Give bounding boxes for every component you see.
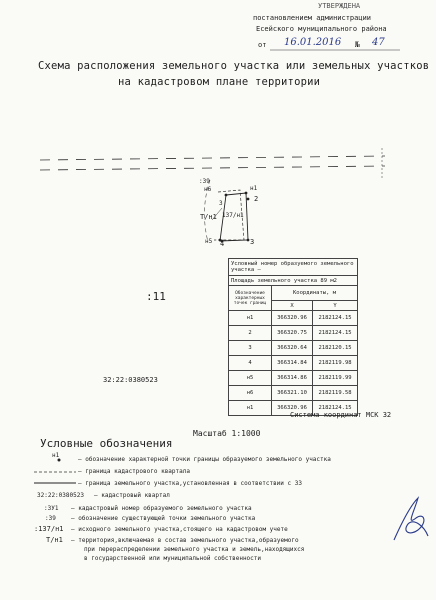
col-coords-header: Координаты, м xyxy=(272,286,358,301)
legend-text-8: при перераспределении земельного участка и земель,находящихся xyxy=(84,546,305,553)
cell-y: 2182119.58 xyxy=(313,386,358,401)
quarter-cadastral-label: 32:22:0380523 xyxy=(103,376,158,384)
cell-point: н1 xyxy=(229,311,272,326)
cell-x: 366320.64 xyxy=(272,341,313,356)
cell-x: 366320.96 xyxy=(272,401,313,416)
cell-x: 366320.75 xyxy=(272,326,313,341)
cell-x: 366314.84 xyxy=(272,356,313,371)
legend-sym-5: :39 xyxy=(45,515,56,522)
cell-y: 2182120.15 xyxy=(313,341,358,356)
legend-text-9: в государственной или муниципальной собственности xyxy=(84,555,262,562)
point-label-n5: н5 xyxy=(205,238,213,245)
legend-text-1: – граница кадастрового квартала xyxy=(78,468,190,475)
cell-y: 2182119.98 xyxy=(313,356,358,371)
point-n1 xyxy=(245,192,248,195)
date-prefix: от xyxy=(258,41,267,49)
cell-point: 3 xyxy=(229,341,272,356)
point-label-3: 3 xyxy=(250,238,255,246)
road-line-lower xyxy=(40,166,385,170)
col-y-header: Y xyxy=(313,301,358,311)
col-point-header: Обозначение характерных точек границ xyxy=(229,286,272,311)
cell-x: 366320.96 xyxy=(272,311,313,326)
date-underline xyxy=(270,48,400,52)
cadastral-map xyxy=(0,140,436,260)
col-x-header: X xyxy=(272,301,313,311)
quarter-number: :11 xyxy=(146,290,166,303)
area-value: 89 м2 xyxy=(320,277,337,284)
existing-point-label: :39 xyxy=(199,178,210,185)
legend-sym-3: 32:22:0380523 xyxy=(37,492,84,499)
point-3 xyxy=(247,239,250,242)
approval-date: 16.01.2016 xyxy=(284,37,342,48)
table-row xyxy=(229,356,358,371)
cell-point: 4 xyxy=(229,356,272,371)
point-label-3-inner: 3 xyxy=(219,200,223,207)
sheet-label: Т/н1 xyxy=(200,213,217,221)
point-label-2: 2 xyxy=(254,195,259,203)
title-line1: Схема расположения земельного участка или земельных участков xyxy=(38,60,430,72)
legend-text-5: – обозначение существующей точки земельного участка xyxy=(71,515,256,522)
coordinates-table xyxy=(228,258,358,416)
legend-text-3: – кадастровый квартал xyxy=(94,492,170,499)
cell-point: н1 xyxy=(229,401,272,416)
legend-text-2: – граница земельного участка,установленная в соответствии с ЗЗ xyxy=(78,480,302,487)
approval-line3: Есейского муниципального района xyxy=(256,25,387,33)
legend-sym-4: :ЗУ1 xyxy=(44,505,59,512)
legend-sym-6: :137/н1 xyxy=(34,525,64,533)
cell-point: 2 xyxy=(229,326,272,341)
cell-point: н6 xyxy=(229,386,272,401)
table-row xyxy=(229,326,358,341)
table-row xyxy=(229,311,358,326)
approval-heading: УТВЕРЖДЕНА xyxy=(318,2,361,10)
area-label: Площадь земельного участка xyxy=(231,277,318,284)
cell-y: 2182124.15 xyxy=(313,311,358,326)
cell-y: 2182124.15 xyxy=(313,401,358,416)
legend-text-6: – исходного земельного участка,стоящего на кадастровом учете xyxy=(71,526,288,533)
legend-text-7: – территория,включаемая в состав земельного участка,образуемого xyxy=(71,537,299,544)
point-2 xyxy=(247,198,250,201)
legend-text-0: – обозначение характерной точки границы образуемого земельного участка xyxy=(78,456,331,463)
number-prefix: № xyxy=(355,40,360,49)
legend-title: Условные обозначения xyxy=(40,437,173,450)
coord-system: Система координат МСК 32 xyxy=(290,411,392,419)
table-row xyxy=(229,386,358,401)
scale-label: Масштаб 1:1000 xyxy=(193,429,261,438)
cell-x: 366321.10 xyxy=(272,386,313,401)
point-label-n6: н6 xyxy=(204,186,212,193)
legend-sym-7: Т/н1 xyxy=(46,536,63,544)
table-row xyxy=(229,371,358,386)
legend-sym-0: н1 xyxy=(52,452,60,459)
table-header-row1: Условный номер образуемого земельного участка – xyxy=(229,259,358,276)
approval-number: 47 xyxy=(372,37,385,48)
approval-line2: постановлением администрации xyxy=(253,14,372,22)
parcel-label: 137/н1 xyxy=(222,212,244,219)
table-header-row2 xyxy=(229,276,358,286)
point-label-n1: н1 xyxy=(250,185,258,192)
cell-y: 2182124.15 xyxy=(313,326,358,341)
table-row xyxy=(229,341,358,356)
legend-text-4: – кадастровый номер образуемого земельного участка xyxy=(71,505,252,512)
cell-y: 2182119.99 xyxy=(313,371,358,386)
cell-point: н5 xyxy=(229,371,272,386)
point-n6 xyxy=(225,194,228,197)
cell-x: 366314.86 xyxy=(272,371,313,386)
title-line2: на кадастровом плане территории xyxy=(118,76,321,88)
signature xyxy=(388,492,432,548)
point-label-4: 4 xyxy=(220,240,225,248)
road-line-upper xyxy=(40,156,385,160)
